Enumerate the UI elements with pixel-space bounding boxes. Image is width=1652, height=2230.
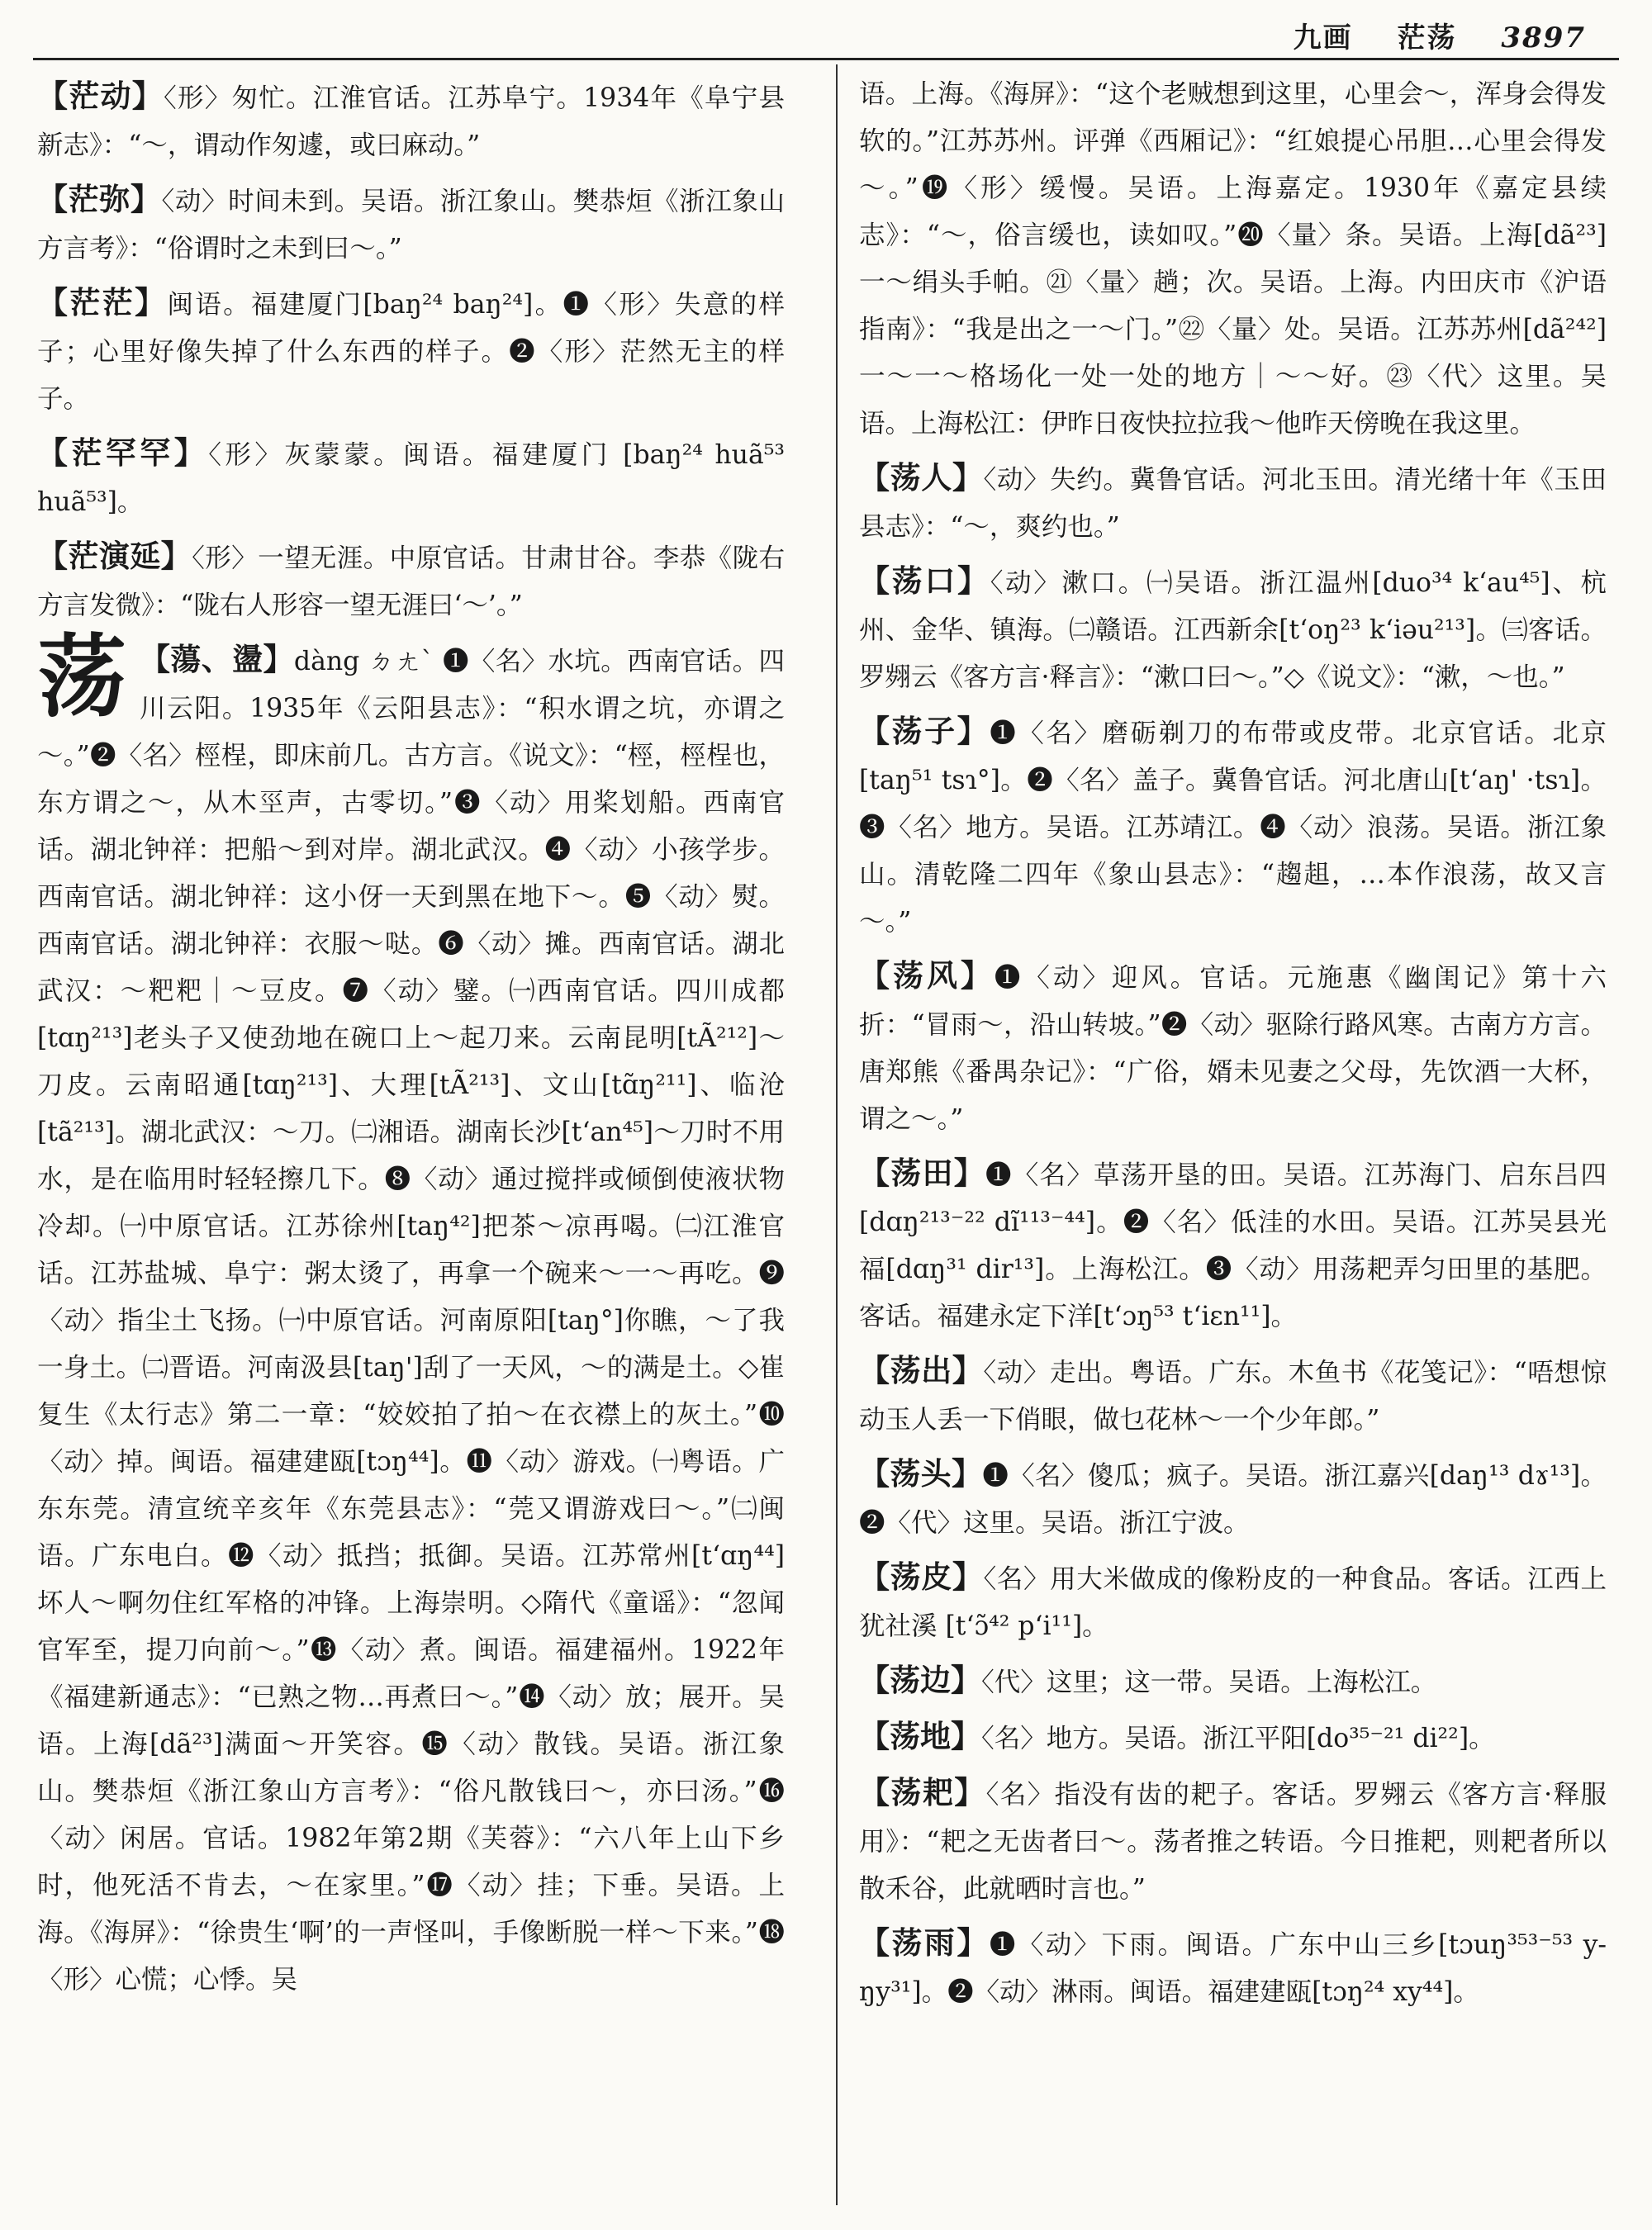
entry-text: 〈动〉时间未到。吴语。浙江象山。樊恭烜《浙江象山方言考》：“俗谓时之未到曰～。”: [37, 187, 785, 263]
entry-head: 【茫动】: [37, 78, 164, 114]
entry-text: 〈名〉地方。吴语。浙江平阳[do³⁵⁻²¹ di²²]。: [981, 1724, 1495, 1753]
entry-mangmi: [37, 176, 785, 273]
entry-head: 【荡田】: [859, 1155, 985, 1191]
entry-dangbian: [859, 1657, 1607, 1706]
entry-dangdi: [859, 1713, 1607, 1763]
entry-head: 【茫演延】: [37, 538, 192, 574]
entry-text: ❶〈动〉迎风。官话。元施惠《幽闺记》第十六折：“冒雨～，沿山转坡。”❷〈动〉驱除行路风寒。古南方方言。唐郑熊《番禺杂记》：“广俗，婿未见妻之父母，先饮酒一大杯，谓之～。”: [859, 963, 1607, 1134]
page-header: [1294, 15, 1586, 55]
header-title: 茫荡: [1397, 21, 1457, 55]
entry-text: 闽语。福建厦门[baŋ²⁴ baŋ²⁴]。❶〈形〉失意的样子；心里好像失掉了什么东西的样子。❷〈形〉茫然无主的样子。: [37, 290, 785, 414]
right-column: [859, 71, 1607, 2023]
entry-text: ❶〈名〉磨砺剃刀的布带或皮带。北京官话。北京[taŋ⁵¹ tsɿ°]。❷〈名〉盖子。冀鲁官话。河北唐山[t‘aŋ' ·tsɿ]。❸〈名〉地方。吴语。江苏靖江。❹〈动〉浪荡。吴语。浙江象山。清乾隆二四年《象山县志》：“趨趄，…本作浪荡，故又言～。”: [859, 719, 1607, 937]
entry-text: 〈形〉一望无涯。中原官话。甘肃甘谷。李恭《陇右方言发微》：“陇右人形容一望无涯曰‘～’。”: [37, 543, 786, 620]
entry-dangkou: [859, 558, 1607, 701]
entry-head: 【荡口】: [859, 562, 990, 599]
entry-dangpi: [859, 1554, 1607, 1650]
entry-head: 【荡子】: [859, 713, 990, 749]
column-divider: [836, 64, 838, 2205]
entry-head: 【荡头】: [859, 1455, 983, 1492]
entry-head: 【茫弥】: [37, 181, 162, 217]
entry-head: 【荡地】: [859, 1718, 981, 1754]
entry-head: 【蕩、盪】: [140, 641, 294, 677]
entry-dangchu: [859, 1347, 1607, 1444]
entry-text: ❶〈名〉傻瓜；疯子。吴语。浙江嘉兴[daŋ¹³ dɤ¹³]。❷〈代〉这里。吴语。浙江宁波。: [859, 1461, 1607, 1538]
section-label: 九画: [1293, 21, 1353, 55]
header-rule: [33, 58, 1619, 60]
entry-head: 【荡风】: [859, 957, 995, 994]
entry-head: 【荡出】: [859, 1352, 984, 1388]
entry-text: 〈名〉用大米做成的像粉皮的一种食品。客话。江西上犹社溪 [t‘ɔ̃⁴² p‘i¹¹]。: [859, 1564, 1607, 1641]
entry-dang-continued: [859, 71, 1607, 448]
entry-dangzi: [859, 708, 1607, 946]
entry-text: 〈动〉漱口。㈠吴语。浙江温州[duo³⁴ k‘au⁴⁵]、杭州、金华、镇海。㈡赣语。江西新余[t‘oŋ²³ k‘iəu²¹³]。㈢客话。罗翙云《客方言·释言》：“漱口曰～。”◇《说文》：“漱，～也。”: [859, 568, 1607, 692]
entry-dangpa: [859, 1769, 1607, 1913]
entry-head: 【荡边】: [859, 1662, 981, 1698]
entry-text: 〈代〉这里；这一带。吴语。上海松江。: [981, 1668, 1437, 1697]
entry-text: 语。上海。《海屏》：“这个老贼想到这里，心里会～，浑身会得发软的。”江苏苏州。评弹《西厢记》：“红娘提心吊胆…心里会得发～。”⓳〈形〉缓慢。吴语。上海嘉定。1930年《嘉定县续志》：“～，俗言缓也，读如叹。”⓴〈量〉条。吴语。上海[dã²³]一～绢头手帕。㉑〈量〉趟；次。吴语。上海。内田庆市《沪语指南》：“我是出之一～门。”㉒〈量〉处。吴语。江苏苏州[dã²⁴²]一～一～格场化一处一处的地方｜～～好。㉓〈代〉这里。吴语。上海松江：伊昨日夜快拉拉我～他昨天傍晚在我这里。: [859, 79, 1607, 439]
entry-head: 【茫茫】: [37, 284, 168, 320]
entry-mangyanyan: [37, 533, 785, 629]
entry-text: 〈动〉失约。冀鲁官话。河北玉田。清光绪十年《玉田县志》：“～，爽约也。”: [859, 465, 1607, 542]
entry-head: 【茫罕罕】: [37, 434, 209, 471]
entry-manghanhan: [37, 429, 785, 526]
entry-dangtou: [859, 1450, 1607, 1547]
entry-head: 【荡雨】: [859, 1924, 990, 1961]
entry-text: ❶〈动〉下雨。闽语。广东中山三乡[tɔuŋ³⁵³⁻⁵³ y-ŋy³¹]。❷〈动〉淋雨。闽语。福建建瓯[tɔŋ²⁴ xy⁴⁴]。: [859, 1930, 1607, 2007]
entry-dangren: [859, 454, 1607, 551]
entry-text: 〈形〉灰蒙蒙。闽语。福建厦门 [baŋ²⁴ huã⁵³ huã⁵³]。: [37, 440, 786, 517]
headword-character: 荡: [37, 625, 127, 729]
entry-head: 【荡皮】: [859, 1559, 984, 1595]
entry-text: 〈形〉匆忙。江淮官话。江苏阜宁。1934年《阜宁县新志》：“～，谓动作匆遽，或曰麻动。”: [37, 83, 786, 160]
entry-dangfeng: [859, 952, 1607, 1143]
entry-dangtian: [859, 1150, 1607, 1340]
entry-text: dàng ㄉㄤˋ ❶〈名〉水坑。西南官话。四川云阳。1935年《云阳县志》：“积水谓之坑，亦谓之～。”❷〈名〉桱桯，即床前几。古方言。《说文》：“桱，桱桯也，东方谓之～，从木巠声，古零切。”❸〈动〉用桨划船。西南官话。湖北钟祥：把船～到对岸。湖北武汉。❹〈动〉小孩学步。西南官话。湖北钟祥：这小伢一天到黑在地下～。❺〈动〉熨。西南官话。湖北钟祥：衣服～哒。❻〈动〉摊。西南官话。湖北武汉：～粑粑｜～豆皮。❼〈动〉鐾。㈠西南官话。四川成都[tɑŋ²¹³]老头子又使劲地在碗口上～起刀来。云南昆明[tÃ²¹²]～刀皮。云南昭通[tɑŋ²¹³]、大理[tÃ²¹³]、文山[tɑ̃ŋ²¹¹]、临沧[tã²¹³]。湖北武汉：～刀。㈡湘语。湖南长沙[t‘an⁴⁵]～刀时不用水，是在临用时轻轻擦几下。❽〈动〉通过搅拌或倾倒使液状物冷却。㈠中原官话。江苏徐州[taŋ⁴²]把茶～凉再喝。㈡江淮官话。江苏盐城、阜宁：粥太烫了，再拿一个碗来～一～再吃。❾〈动〉指尘土飞扬。㈠中原官话。河南原阳[taŋ°]你瞧，～了我一身土。㈡晋语。河南汲县[taŋ']刮了一天风，～的满是土。◇崔复生《太行志》第二一章：“姣姣拍了拍～在衣襟上的灰土。”❿〈动〉掉。闽语。福建建瓯[tɔŋ⁴⁴]。⓫〈动〉游戏。㈠粤语。广东东莞。清宣统辛亥年《东莞县志》：“莞又谓游戏曰～。”㈡闽语。广东电白。⓬〈动〉抵挡；抵御。吴语。江苏常州[t‘ɑŋ⁴⁴] 坏人～啊勿住红军格的冲锋。上海崇明。◇隋代《童谣》：“忽闻官军至，提刀向前～。”⓭〈动〉煮。闽语。福建福州。1922年《福建新通志》：“已熟之物…再煮曰～。”⓮〈动〉放；展开。吴语。上海[dã²³]满面～开笑容。⓯〈动〉散钱。吴语。浙江象山。樊恭烜《浙江象山方言考》：“俗凡散钱曰～，亦曰汤。”⓰〈动〉闲居。官话。1982年第2期《芙蓉》：“六八年上山下乡时，他死活不肯去，～在家里。”⓱〈动〉挂；下垂。吴语。上海。《海屏》：“徐贵生‘啊’的一声怪叫，手像断脱一样～下来。”⓲〈形〉心慌；心悸。吴: [37, 647, 785, 1995]
entry-dangyu: [859, 1919, 1607, 2016]
entry-mangmang: [37, 279, 785, 423]
entry-text: ❶〈名〉草荡开垦的田。吴语。江苏海门、启东吕四[dɑŋ²¹³⁻²² dĩ¹¹³⁻⁴⁴]。❷〈名〉低洼的水田。吴语。江苏吴县光福[dɑŋ³¹ dir¹³]。上海松江。❸〈动〉用荡耙弄匀田里的基肥。客话。福建永定下洋[t‘ɔŋ⁵³ t‘iɛn¹¹]。: [859, 1160, 1607, 1331]
entry-text: 〈动〉走出。粤语。广东。木鱼书《花笺记》：“唔想惊动玉人丢一下俏眼，做乜花林～一个少年郎。”: [859, 1358, 1607, 1435]
left-column: [37, 73, 785, 2010]
page-number: 3897: [1501, 21, 1586, 55]
entry-text: 〈名〉指没有齿的耙子。客话。罗翙云《客方言·释服用》：“耙之无齿者曰～。荡者推之转语。今日推耙，则耙者所以散禾谷，此就晒时言也。”: [859, 1780, 1607, 1904]
entry-dang: [37, 625, 785, 2004]
entry-head: 【荡耙】: [859, 1774, 986, 1810]
entry-head: 【荡人】: [859, 459, 984, 496]
entry-mangdong: [37, 73, 785, 169]
